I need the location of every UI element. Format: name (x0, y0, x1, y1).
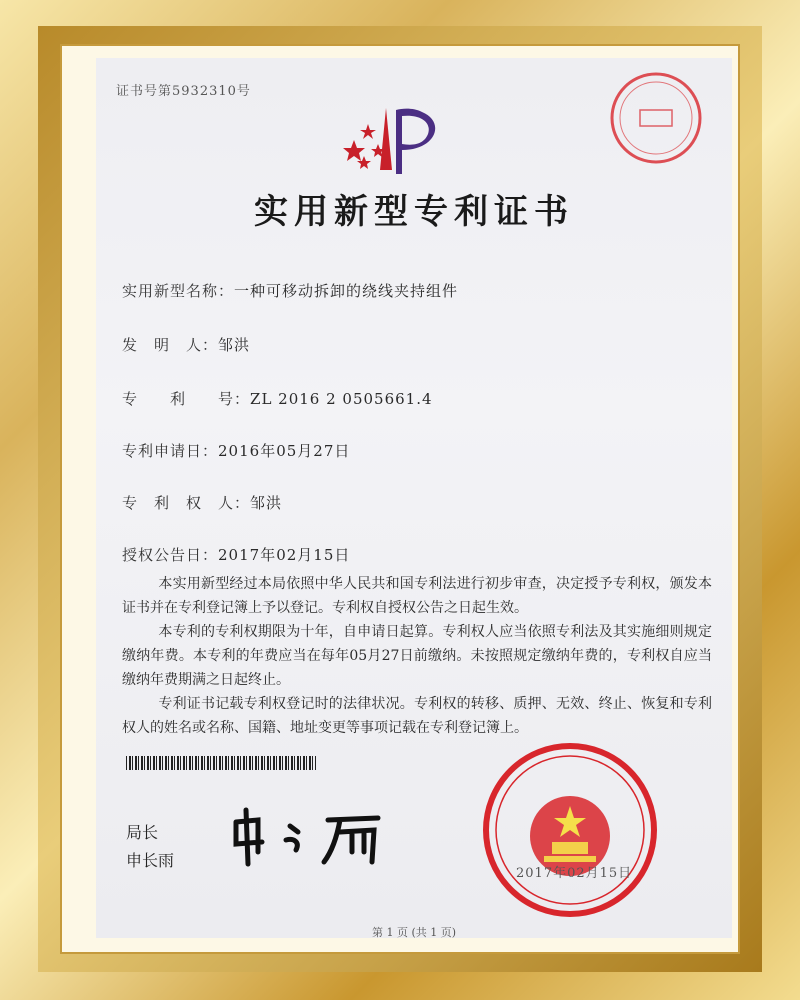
barcode (126, 756, 316, 770)
body-paragraph: 专利证书记载专利权登记时的法律状况。专利权的转移、质押、无效、终止、恢复和专利权人的姓名或名称、国籍、地址变更等事项记载在专利登记簿上。 (122, 696, 712, 736)
field-patentee (122, 492, 282, 513)
handwritten-signature-icon (228, 802, 408, 872)
cnipa-logo-icon (340, 78, 460, 188)
certificate-title: 实用新型专利证书 (254, 192, 574, 232)
field-application-date (122, 440, 350, 461)
field-value: 一种可移动拆卸的绕线夹持组件 (234, 282, 459, 300)
field-label: 实用新型名称： (122, 282, 235, 300)
field-patent-number (122, 388, 433, 409)
certificate-number: 证书号第5932310号 (116, 84, 251, 99)
field-label: 专利申请日： (122, 442, 219, 460)
signatory-title: 局长 (126, 823, 159, 842)
field-label: 专 利 号： (122, 390, 251, 408)
field-utility-model-name (122, 280, 458, 301)
field-label: 发 明 人： (122, 336, 219, 354)
patent-agency-seal-icon (606, 68, 706, 168)
seal-date: 2017年02月15日 (516, 866, 633, 881)
signatory-name: 申长雨 (126, 851, 175, 870)
certificate-body (122, 572, 712, 740)
field-grant-date (122, 544, 350, 565)
field-value: 邹洪 (218, 336, 251, 354)
field-label: 授权公告日： (122, 546, 219, 564)
field-inventor (122, 334, 250, 355)
field-value: ZL 2016 2 0505661.4 (250, 390, 433, 408)
body-paragraph: 本实用新型经过本局依照中华人民共和国专利法进行初步审查，决定授予专利权，颁发本证书并在专利登记簿上予以登记。专利权自授权公告之日起生效。 (122, 576, 712, 616)
national-ip-seal-icon (480, 740, 660, 920)
body-paragraph: 本专利的专利权期限为十年，自申请日起算。专利权人应当依照专利法及其实施细则规定缴纳年费。本专利的年费应当在每年05月27日前缴纳。未按照规定缴纳年费的，专利权自应当缴纳年费期满之日起终止。 (122, 624, 712, 688)
certificate-paper (96, 58, 732, 938)
field-value: 2017年02月15日 (218, 546, 351, 564)
field-label: 专 利 权 人： (122, 494, 251, 512)
field-value: 2016年05月27日 (218, 442, 351, 460)
field-value: 邹洪 (250, 494, 283, 512)
page-number: 第 1 页 (共 1 页) (371, 926, 457, 938)
